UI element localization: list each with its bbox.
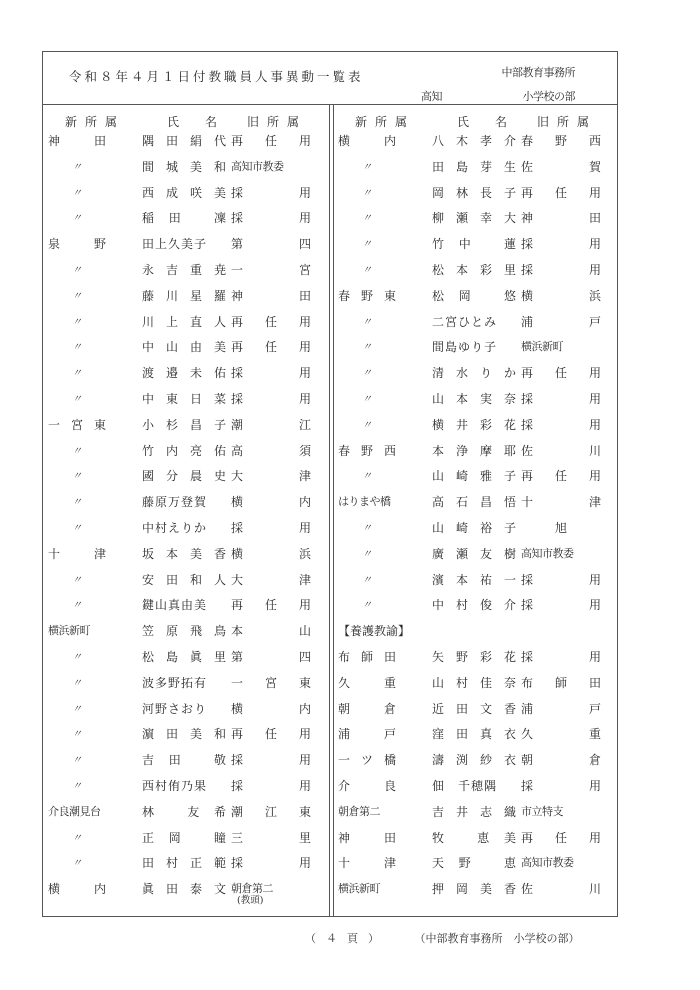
employee-name: 本 浄 摩 耶 (432, 443, 516, 458)
table-row (43, 848, 329, 874)
employee-name: 稲 田 凜 (142, 211, 226, 226)
new-affiliation: 〃 (72, 651, 82, 663)
employee-name: 田 島 芽 生 (432, 159, 516, 174)
old-affiliation: 採 用 (231, 185, 311, 200)
old-affiliation: 高知市教委 (231, 159, 284, 173)
old-affiliation: 佐 川 (521, 443, 601, 458)
old-affiliation: 採 用 (231, 391, 311, 406)
new-affiliation: はりまや橋 (338, 495, 391, 509)
employee-name: 西村侑乃果 (142, 778, 208, 793)
table-row (333, 642, 619, 668)
old-affiliation: 横 内 (231, 495, 311, 510)
left-column-header (43, 104, 329, 129)
table-row (333, 229, 619, 255)
old-affiliation: 市立特支 (521, 804, 563, 818)
employee-name: 眞 田 泰 文 (142, 882, 226, 897)
old-affiliation: 横 浜 (521, 288, 601, 303)
table-row (43, 358, 329, 384)
table-row (43, 513, 329, 539)
old-affiliation: 一 宮 (231, 262, 311, 277)
employee-name: 渡 邉 未 佑 (142, 366, 226, 381)
table-row (333, 797, 619, 823)
old-affiliation: 十 津 (521, 495, 601, 510)
office-name: 中部教育事務所 (501, 66, 575, 79)
table-row (333, 178, 619, 204)
old-affiliation: 春 野 西 (521, 134, 601, 148)
employee-name: 波多野拓有 (142, 675, 208, 690)
new-affiliation: 〃 (72, 755, 82, 767)
table-row (333, 203, 619, 229)
employee-name: 八 木 孝 介 (432, 134, 516, 148)
new-affiliation: 神 田 (48, 134, 106, 148)
new-affiliation: 横浜新町 (48, 624, 90, 638)
new-affiliation: 〃 (72, 832, 82, 844)
old-affiliation: 浦 戸 (521, 701, 601, 716)
table-row (333, 487, 619, 513)
table-row (43, 255, 329, 281)
employee-name: 河野さおり (142, 701, 208, 716)
section-name: 小学校の部 (522, 90, 575, 103)
old-affiliation: 神 田 (231, 288, 311, 303)
table-row (333, 384, 619, 410)
new-affiliation: 〃 (362, 548, 372, 560)
employee-name: 岡 林 長 子 (432, 185, 516, 200)
table-row (43, 281, 329, 307)
new-affiliation: 介 良 (338, 778, 396, 793)
personnel-table (42, 51, 618, 917)
section-title: 【養護教諭】 (338, 624, 411, 639)
old-affiliation: 採 用 (521, 778, 601, 793)
page-footer (305, 930, 580, 946)
new-affiliation: 〃 (72, 729, 82, 741)
employee-name: 吉 井 志 織 (432, 804, 516, 819)
employee-name: 笠 原 飛 鳥 (142, 624, 226, 639)
employee-name: 田上久美子 (142, 237, 208, 252)
table-row (43, 203, 329, 229)
new-affiliation: 〃 (72, 677, 82, 689)
employee-name: 坂 本 美 香 (142, 546, 226, 561)
employee-name: 清 水 り か (432, 366, 516, 381)
new-affiliation: 〃 (72, 368, 82, 380)
table-row (43, 823, 329, 849)
employee-name: 山 本 実 奈 (432, 391, 516, 406)
old-affiliation: 高知市教委 (521, 546, 574, 560)
table-row (333, 436, 619, 462)
new-affiliation: 十 津 (338, 856, 396, 871)
employee-name: 松 本 彩 里 (432, 262, 516, 277)
new-affiliation: 朝 倉 (338, 701, 396, 716)
new-affiliation: 一 ツ 橋 (338, 753, 396, 768)
table-row (43, 642, 329, 668)
old-affiliation: 高 須 (231, 443, 311, 458)
table-row (333, 410, 619, 436)
section-label (333, 616, 619, 642)
employee-name: 横 井 彩 花 (432, 417, 516, 432)
document-title: 令和８年４月１日付教職員人事異動一覧表 (69, 69, 364, 84)
new-affiliation: 久 重 (338, 675, 396, 690)
new-affiliation: 〃 (362, 239, 372, 251)
old-affiliation: 佐 賀 (521, 159, 601, 174)
new-affiliation: 〃 (72, 703, 82, 715)
table-row (43, 332, 329, 358)
old-affiliation: 採 用 (231, 753, 311, 768)
new-affiliation: 〃 (72, 264, 82, 276)
new-affiliation: 〃 (362, 368, 372, 380)
old-affiliation: 三 里 (231, 830, 311, 845)
table-row (333, 823, 619, 849)
table-row (43, 436, 329, 462)
old-affiliation: 朝倉第二 (231, 882, 273, 896)
employee-name: 牧 恵 美 (432, 830, 516, 845)
table-row (333, 694, 619, 720)
employee-name: 中 村 俊 介 (432, 598, 516, 613)
employee-name: 山 崎 裕 子 (432, 520, 516, 535)
old-affiliation: 布 師 田 (521, 675, 601, 690)
header-new-affiliation: 新所属 (355, 115, 416, 129)
employee-name: 小 杉 昌 子 (142, 417, 226, 432)
old-affiliation: 再 任 用 (231, 727, 311, 742)
new-affiliation: 〃 (72, 471, 82, 483)
old-affiliation: 再 任 用 (521, 185, 601, 200)
employee-name: 押 岡 美 香 (432, 882, 516, 897)
new-affiliation: 介良潮見台 (48, 804, 101, 818)
employee-name: 西 成 咲 美 (142, 185, 226, 200)
new-affiliation: 〃 (362, 393, 372, 405)
employee-name: 矢 野 彩 花 (432, 649, 516, 664)
new-affiliation: 〃 (72, 522, 82, 534)
table-row (333, 332, 619, 358)
old-affiliation: 潮 江 東 (231, 804, 311, 819)
employee-name: 山 崎 雅 子 (432, 469, 516, 484)
employee-name: 隅 田 絹 代 (142, 134, 226, 148)
table-row (43, 178, 329, 204)
old-affiliation: 採 用 (521, 572, 601, 587)
old-affiliation: 再 任 用 (521, 830, 601, 845)
table-row (43, 126, 329, 152)
employee-name: 竹 内 亮 佑 (142, 443, 226, 458)
employee-name: 二宮ひとみ (432, 314, 498, 329)
header-new-affiliation: 新所属 (65, 115, 126, 129)
table-row (43, 745, 329, 771)
table-row (333, 358, 619, 384)
table-row (43, 719, 329, 745)
table-row (43, 410, 329, 436)
right-column (333, 104, 619, 900)
old-affiliation: 佐 川 (521, 882, 601, 897)
table-row (43, 539, 329, 565)
table-row (43, 590, 329, 616)
old-affiliation: 旭 (554, 520, 567, 535)
right-rows (333, 126, 619, 900)
new-affiliation: 神 田 (338, 830, 396, 845)
new-affiliation: 〃 (362, 471, 372, 483)
old-affiliation: 一 宮 東 (231, 675, 311, 690)
table-row (333, 565, 619, 591)
new-affiliation: 十 津 (48, 546, 106, 561)
new-affiliation: 〃 (72, 316, 82, 328)
new-affiliation: 〃 (72, 858, 82, 870)
new-affiliation: 〃 (72, 213, 82, 225)
old-affiliation: 潮 江 (231, 417, 311, 432)
employee-name: 間島ゆり子 (432, 340, 498, 355)
old-affiliation: 採 用 (231, 366, 311, 381)
employee-name: 濵 田 美 和 (142, 727, 226, 742)
table-row (43, 152, 329, 178)
employee-name: 吉 田 敬 (142, 753, 226, 768)
old-affiliation: 第 四 (231, 237, 311, 252)
employee-name: 中村えりか (142, 520, 208, 535)
new-affiliation: 〃 (362, 264, 372, 276)
employee-name: 川 上 直 人 (142, 314, 226, 329)
employee-name: 藤 川 星 羅 (142, 288, 226, 303)
old-affiliation: 再 任 用 (521, 469, 601, 484)
old-affiliation: 採 用 (231, 520, 311, 535)
new-affiliation: 〃 (362, 522, 372, 534)
new-affiliation: 〃 (72, 393, 82, 405)
new-affiliation: 〃 (72, 497, 82, 509)
new-affiliation: 春 野 西 (338, 443, 396, 458)
left-column (43, 104, 329, 907)
employee-name: 國 分 晨 史 (142, 469, 226, 484)
new-affiliation: 〃 (362, 342, 372, 354)
table-row (333, 152, 619, 178)
new-affiliation: 〃 (362, 600, 372, 612)
new-affiliation: 〃 (72, 574, 82, 586)
footer-section: （中部教育事務所 小学校の部） (414, 932, 580, 945)
new-affiliation: 〃 (72, 342, 82, 354)
new-affiliation: 〃 (362, 187, 372, 199)
old-affiliation: 横 内 (231, 701, 311, 716)
table-row (43, 565, 329, 591)
employee-name: 柳 瀬 幸 大 (432, 211, 516, 226)
table-row (43, 771, 329, 797)
new-affiliation: 春 野 東 (338, 288, 396, 303)
new-affiliation: 〃 (362, 316, 372, 328)
table-row (43, 461, 329, 487)
old-affiliation: 採 用 (521, 417, 601, 432)
new-affiliation: 〃 (72, 600, 82, 612)
employee-name: 安 田 和 人 (142, 572, 226, 587)
employee-name: 間 城 美 和 (142, 159, 226, 174)
page-number: （４頁） (305, 932, 389, 945)
new-affiliation: 横 内 (48, 882, 106, 897)
table-row (333, 668, 619, 694)
old-affiliation: 横 浜 (231, 546, 311, 561)
header-old-affiliation: 旧所属 (537, 115, 598, 129)
table-row (333, 539, 619, 565)
table-row (43, 616, 329, 642)
header-name: 氏名 (457, 115, 534, 129)
employee-name: 佃 千穂隅 (432, 778, 498, 793)
city-name: 高知 (421, 90, 442, 103)
new-affiliation: 横 内 (338, 134, 396, 148)
employee-name: 濤 渕 紗 衣 (432, 753, 516, 768)
old-affiliation: 浦 戸 (521, 314, 601, 329)
new-affiliation: 朝倉第二 (338, 804, 380, 818)
table-row (333, 719, 619, 745)
old-affiliation: 朝 倉 (521, 753, 601, 768)
table-row (333, 307, 619, 333)
right-column-header (333, 104, 619, 129)
new-affiliation: 一 宮 東 (48, 417, 106, 432)
old-affiliation: 大 津 (231, 572, 311, 587)
employee-name: 廣 瀬 友 樹 (432, 546, 516, 561)
employee-name: 松 島 眞 里 (142, 649, 226, 664)
old-affiliation: 再 任 用 (231, 134, 311, 148)
old-affiliation: 横浜新町 (521, 340, 563, 354)
employee-name: 林 友 希 (142, 804, 226, 819)
table-row (333, 848, 619, 874)
employee-name: 松 岡 悠 (432, 288, 516, 303)
new-affiliation: 浦 戸 (338, 727, 396, 742)
new-affiliation: 〃 (72, 445, 82, 457)
table-row (333, 461, 619, 487)
old-affiliation: 再 任 用 (231, 598, 311, 613)
table-row (43, 694, 329, 720)
table-row (333, 590, 619, 616)
old-affiliation: 採 用 (521, 262, 601, 277)
old-affiliation: 再 任 用 (231, 340, 311, 355)
new-affiliation: 泉 野 (48, 237, 106, 252)
employee-name: 窪 田 真 衣 (432, 727, 516, 742)
employee-name: 山 村 佳 奈 (432, 675, 516, 690)
old-affiliation: 大 津 (231, 469, 311, 484)
table-row (43, 229, 329, 255)
old-affiliation: 採 用 (521, 598, 601, 613)
table-row (43, 307, 329, 333)
table-row (43, 797, 329, 823)
employee-name: 高 石 昌 悟 (432, 495, 516, 510)
table-row (43, 384, 329, 410)
table-row (43, 487, 329, 513)
new-affiliation: 〃 (72, 780, 82, 792)
employee-name: 田 村 正 範 (142, 856, 226, 871)
employee-name: 竹 中 蓮 (432, 237, 516, 252)
role-note: (教頭) (237, 895, 264, 907)
old-affiliation: 採 用 (521, 237, 601, 252)
table-row (333, 745, 619, 771)
employee-name: 中 山 由 美 (142, 340, 226, 355)
employee-name: 近 田 文 香 (432, 701, 516, 716)
new-affiliation: 横浜新町 (338, 882, 380, 896)
old-affiliation: 再 任 用 (231, 314, 311, 329)
employee-name: 天 野 恵 (432, 856, 516, 871)
employee-name: 中 東 日 菜 (142, 391, 226, 406)
old-affiliation: 採 用 (231, 856, 311, 871)
old-affiliation: 採 用 (521, 391, 601, 406)
new-affiliation: 〃 (362, 213, 372, 225)
employee-name: 永 吉 重 尭 (142, 262, 226, 277)
old-affiliation: 再 任 用 (521, 366, 601, 381)
new-affiliation: 〃 (72, 290, 82, 302)
old-affiliation: 神 田 (521, 211, 601, 226)
old-affiliation: 採 用 (231, 211, 311, 226)
header-name: 氏名 (167, 115, 244, 129)
old-affiliation: 採 用 (521, 649, 601, 664)
new-affiliation: 〃 (72, 187, 82, 199)
header-old-affiliation: 旧所属 (247, 115, 308, 129)
table-row (333, 874, 619, 900)
old-affiliation: 本 山 (231, 624, 311, 639)
table-row (43, 668, 329, 694)
employee-name: 正 岡 瞳 (142, 830, 226, 845)
new-affiliation: 〃 (362, 574, 372, 586)
employee-name: 鍵山真由美 (142, 598, 208, 613)
old-affiliation: 高知市教委 (521, 856, 574, 870)
employee-name: 藤原万登賀 (142, 495, 208, 510)
table-row (333, 126, 619, 152)
old-affiliation: 第 四 (231, 649, 311, 664)
employee-name: 濱 本 祐 一 (432, 572, 516, 587)
new-affiliation: 〃 (362, 161, 372, 173)
new-affiliation: 〃 (362, 419, 372, 431)
old-affiliation: 久 重 (521, 727, 601, 742)
table-row (333, 513, 619, 539)
old-affiliation: 採 用 (231, 778, 311, 793)
table-row (333, 281, 619, 307)
table-row (333, 255, 619, 281)
new-affiliation: 〃 (72, 161, 82, 173)
left-rows (43, 126, 329, 907)
table-row (43, 874, 329, 907)
table-row (333, 771, 619, 797)
new-affiliation: 布 師 田 (338, 649, 396, 664)
